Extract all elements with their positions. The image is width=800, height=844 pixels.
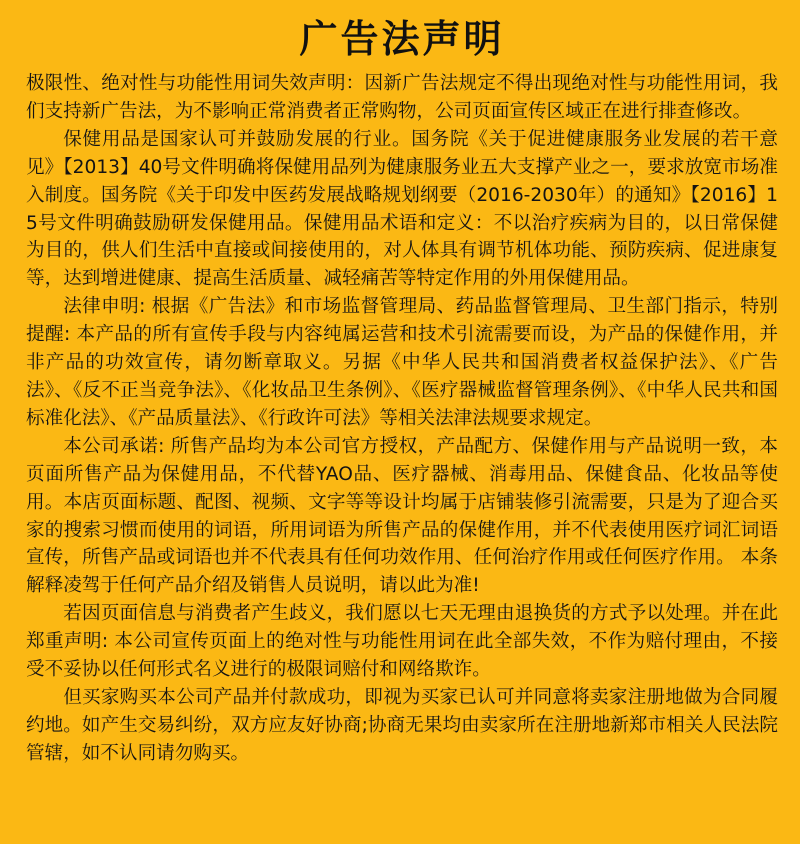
paragraph-legal-statement: 法律申明: 根据《广告法》和市场监督管理局、药品监督管理局、卫生部门指示，特别提醒: 本产品的所有宣传手段与内容纯属运营和技术引流需要而设，为产品的保健作用，并非产品的功效宣传，请勿断章取义。另据《中华人民共和国消费者权益保护法》、《广告法》、《反不正当竞争法》、《化妆品卫生条例》、《医疗器械监督管理条例》、《中华人民共和国标准化法》、《产品质量法》、《行政许可法》等相关法津法规要求规定。 [26, 296, 778, 429]
paragraph-absolute-terms: 极限性、绝对性与功能性用词失效声明：因新广告法规定不得出现绝对性与功能性用词，我们支持新广告法，为不影响正常消费者正常购物，公司页面宣传区域正在进行排查修改。 [26, 73, 778, 122]
declaration-body [26, 70, 778, 768]
paragraph-jurisdiction: 但买家购买本公司产品并付款成功，即视为买家已认可并同意将卖家注册地做为合同履约地。如产生交易纠纷，双方应友好协商;协商无果均由卖家所在注册地新郑市相关人民法院管辖，如不认同请勿购买。 [26, 686, 778, 764]
paragraph-company-commitment: 本公司承诺: 所售产品均为本公司官方授权，产品配方、保健作用与产品说明一致，本页面所售产品为保健用品，不代替YAO品、医疗器械、消毒用品、保健食品、化妆品等使用。本店页面标题、配图、视频、文字等等设计均属于店铺装修引流需要，只是为了迎合买家的搜索习惯而使用的词语，所用词语为所售产品的保健作用，并不代表使用医疗词汇词语宣传，所售产品或词语也并不代表具有任何功效作用、任何治疗作用或任何医疗作用。 本条解释凌驾于任何产品介绍及销售人员说明，请以此为准! [26, 435, 778, 597]
paragraph-dispute-return: 若因页面信息与消费者产生歧义，我们愿以七天无理由退换货的方式予以处理。并在此郑重声明: 本公司宣传页面上的绝对性与功能性用词在此全部失效，不作为赔付理由，不接受不妥协以任何形式名义进行的极限词赔付和网络欺诈。 [26, 603, 778, 681]
page-title: 广告法声明 [299, 17, 505, 61]
paragraph-health-products: 保健用品是国家认可并鼓励发展的行业。国务院《关于促进健康服务业发展的若干意见》【2013】40号文件明确将保健用品列为健康服务业五大支撑产业之一，要求放宽市场准入制度。国务院《关于印发中医药发展战略规划纲要（2016-2030年）的通知》【2016】15号文件明确鼓励研发保健用品。保健用品术语和定义：不以治疗疾病为目的，以日常保健为目的，供人们生活中直接或间接使用的，对人体具有调节机体功能、预防疾病、促进康复等，达到增进健康、提高生活质量、减轻痛苦等特定作用的外用保健用品。 [26, 128, 778, 290]
